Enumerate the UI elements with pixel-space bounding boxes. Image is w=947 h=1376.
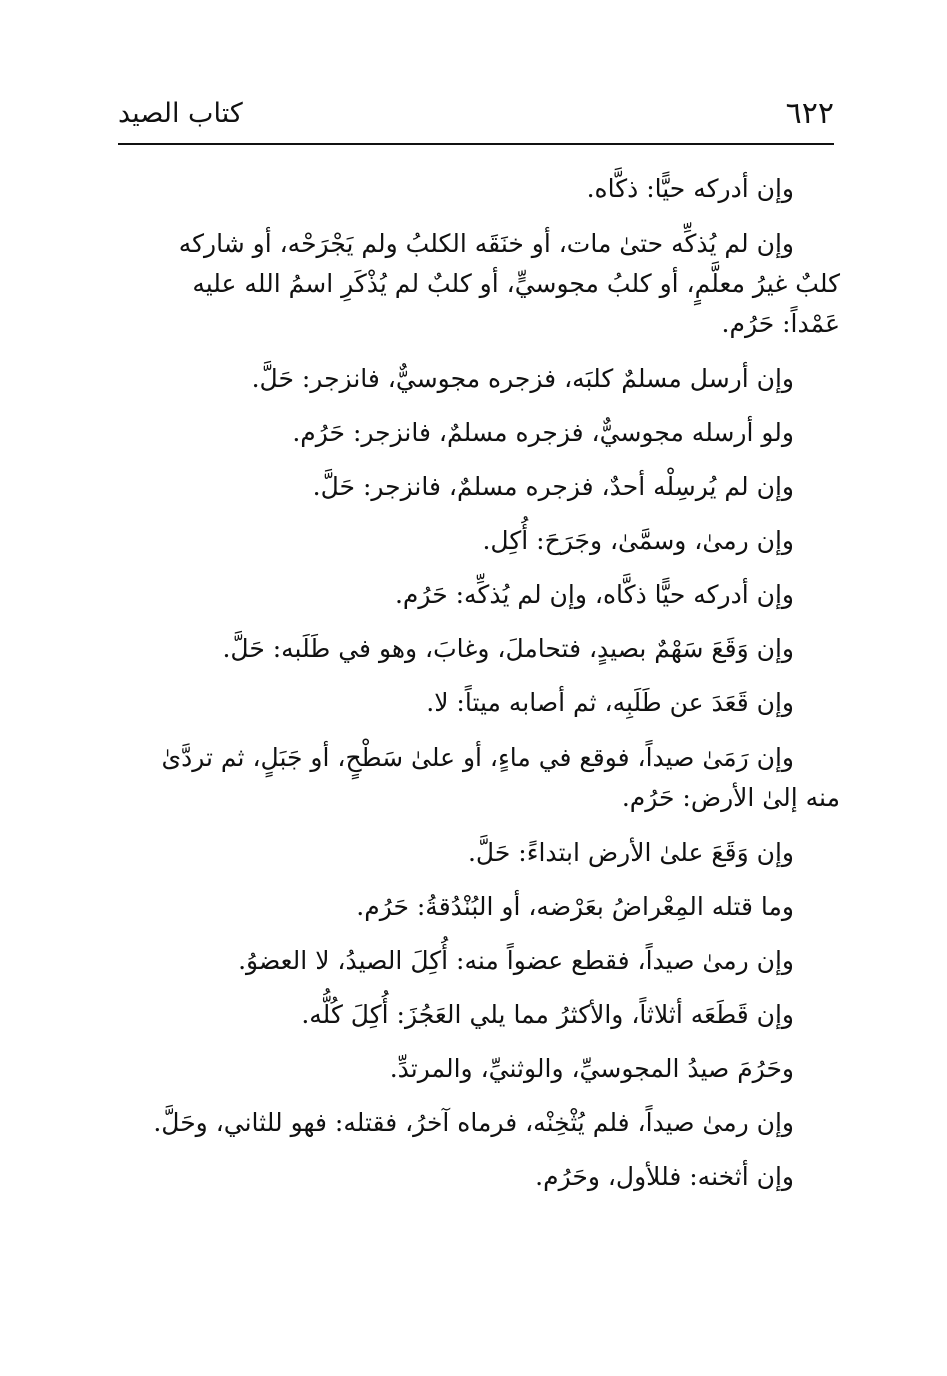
paragraph: وإن وَقَعَ علىٰ الأرض ابتداءً: حَلَّ. xyxy=(467,838,794,867)
body-text xyxy=(128,162,840,1204)
header-rule xyxy=(118,143,834,145)
paragraph: وما قتله المِعْراضُ بعَرْضه، أو البُنْدُقةُ: حَرُم. xyxy=(356,892,794,921)
paragraph: وإن قَطَعَه أثلاثاً، والأكثرُ مما يلي العَجُزَ: أُكِلَ كُلُّه. xyxy=(301,1000,794,1029)
paragraph: وإن رمىٰ صيداً، فقطع عضواً منه: أُكِلَ الصيدُ، لا العضوُ. xyxy=(238,946,794,975)
paragraph: وإن رمىٰ صيداً، فلم يُثْخِنْه، فرماه آخرُ، فقتله: فهو للثاني، وحَلَّ. xyxy=(153,1108,794,1137)
paragraph: وإن قَعَدَ عن طَلَبِه، ثم أصابه ميتاً: لا. xyxy=(426,688,794,717)
paragraph: وإن أدركه حيًّا: ذكَّاه. xyxy=(586,174,794,203)
paragraph: وإن وَقَعَ سَهْمٌ بصيدٍ، فتحاملَ، وغابَ، وهو في طَلَبه: حَلَّ. xyxy=(222,634,794,663)
paragraph: وإن أدركه حيًّا ذكَّاه، وإن لم يُذكِّه: حَرُم. xyxy=(394,580,794,609)
paragraph: وإن لم يُذكِّه حتىٰ مات، أو خنَقَه الكلبُ ولم يَجْرَحْه، أو شاركه كلبٌ غيرُ معلَّمٍ، أو كلبُ مجوسيٍّ، أو كلبٌ لم يُذْكَرِ اسمُ الله عليه عَمْداً: حَرُم. xyxy=(178,229,840,338)
paragraph: وإن أرسل مسلمٌ كلبَه، فزجره مجوسيٌّ، فانزجر: حَلَّ. xyxy=(251,364,794,393)
paragraph: وإن لم يُرسِلْه أحدٌ، فزجره مسلمٌ، فانزجر: حَلَّ. xyxy=(312,472,794,501)
running-title: كتاب الصيد xyxy=(118,98,243,129)
paragraph: وإن رَمَىٰ صيداً، فوقع في ماءٍ، أو علىٰ سَطْحٍ، أو جَبَلٍ، ثم تردَّىٰ منه إلىٰ الأرض: حَرُم. xyxy=(161,743,840,812)
paragraph: ولو أرسله مجوسيٌّ، فزجره مسلمٌ، فانزجر: حَرُم. xyxy=(292,418,794,447)
paragraph: وحَرُمَ صيدُ المجوسيِّ، والوثنيِّ، والمرتدِّ. xyxy=(389,1054,794,1083)
page-header xyxy=(118,92,834,144)
paragraph: وإن رمىٰ، وسمَّىٰ، وجَرَحَ: أُكِل. xyxy=(482,526,794,555)
paragraph: وإن أثخنه: فللأول، وحَرُم. xyxy=(535,1162,794,1191)
page-number: ٦٢٢ xyxy=(785,96,834,131)
